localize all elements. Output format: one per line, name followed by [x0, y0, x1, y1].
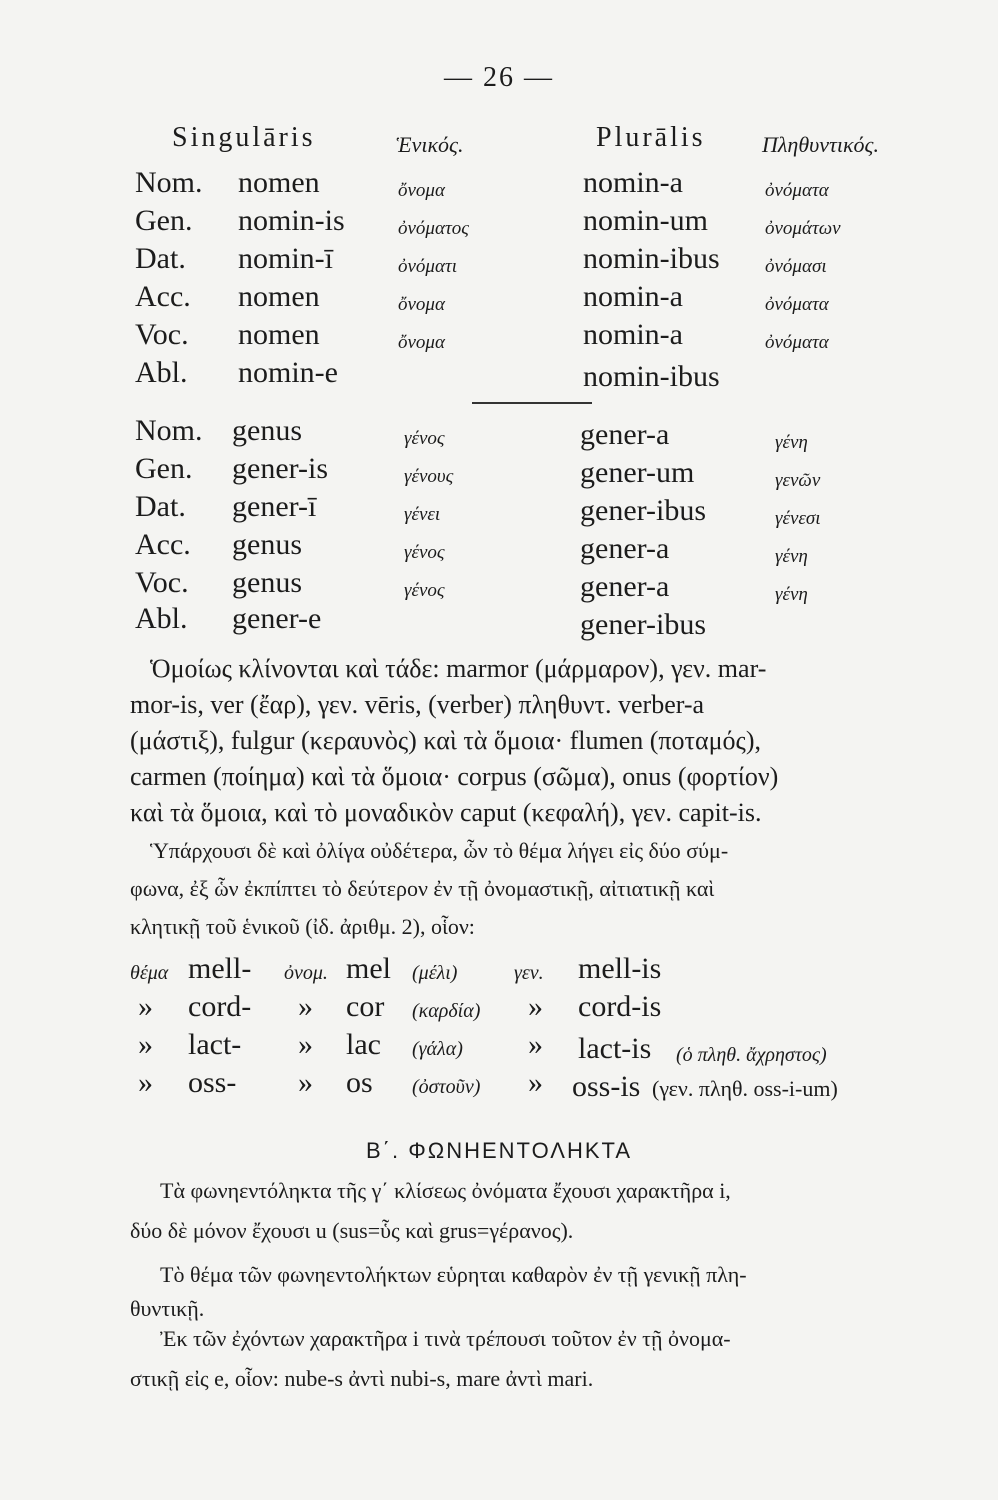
paragraph-line: Ὑπάρχουσι δὲ καὶ ὀλίγα οὐδέτερα, ὧν τὸ θέμα λήγει εἰς δύο σύμ-: [150, 838, 729, 863]
example-nominative: cor: [346, 990, 385, 1023]
plural-greek: ὀνόματα: [765, 332, 829, 353]
example-cell: »: [298, 1066, 313, 1099]
header-enikos: Ἑνικός.: [396, 132, 464, 157]
case-label: Dat.: [135, 490, 186, 523]
example-stem: lact-: [188, 1028, 242, 1061]
paragraph-line: mor-is, ver (ἔαρ), γεν. vēris, (verber) πληθυντ. verber-a: [130, 690, 705, 719]
example-nominative: os: [346, 1066, 373, 1099]
example-cell: »: [298, 1028, 313, 1061]
table-divider: [472, 402, 592, 404]
case-label: Gen.: [135, 452, 193, 485]
example-nominative: mel: [346, 952, 391, 985]
plural-latin: gener-a: [580, 532, 670, 565]
singular-greek: γένος: [404, 580, 445, 601]
example-nominative: lac: [346, 1028, 381, 1061]
plural-greek: γένεσι: [775, 508, 821, 529]
case-label: Abl.: [135, 356, 188, 389]
case-label: Acc.: [135, 280, 191, 313]
example-cell: θέμα: [130, 962, 169, 984]
example-genitive: cord-is: [578, 990, 662, 1023]
singular-latin: genus: [232, 528, 302, 561]
header-singularis: Singulāris: [172, 122, 316, 153]
example-cell: γεν.: [514, 962, 544, 984]
paragraph-line: carmen (ποίημα) καὶ τὰ ὅμοια· corpus (σῶμα), onus (φορτίον): [130, 762, 779, 791]
example-genitive: mell-is: [578, 952, 662, 985]
example-cell: »: [528, 990, 543, 1023]
singular-latin: nomen: [238, 166, 320, 199]
example-cell: »: [138, 1066, 153, 1099]
example-note: (γεν. πληθ. oss-i-um): [652, 1076, 838, 1101]
case-label: Abl.: [135, 602, 188, 635]
example-greek: (ὀστοῦν): [412, 1076, 481, 1098]
plural-latin: gener-ibus: [580, 608, 707, 641]
plural-greek: ὀνόματα: [765, 294, 829, 315]
singular-latin: genus: [232, 566, 302, 599]
example-greek: (μέλι): [412, 962, 458, 984]
example-cell: »: [298, 990, 313, 1023]
paragraph-line: κλητικῇ τοῦ ἑνικοῦ (ἰδ. ἀριθμ. 2), οἷον:: [130, 914, 475, 939]
singular-greek: ὄνομα: [398, 332, 445, 353]
header-pluralis: Plurālis: [596, 122, 706, 153]
paragraph-line: στικῇ εἰς e, οἷον: nube-s ἀντὶ nubi-s, mare ἀντὶ mari.: [130, 1366, 594, 1391]
plural-latin: nomin-ibus: [583, 242, 720, 275]
singular-latin: gener-e: [232, 602, 322, 635]
example-cell: »: [528, 1066, 543, 1099]
plural-latin: nomin-a: [583, 318, 683, 351]
example-cell: ὀνομ.: [284, 962, 328, 984]
example-cell: »: [138, 990, 153, 1023]
plural-latin: nomin-a: [583, 280, 683, 313]
singular-latin: nomen: [238, 280, 320, 313]
singular-greek: γένος: [404, 542, 445, 563]
singular-greek: γένει: [404, 504, 441, 525]
paragraph-line: δύο δὲ μόνον ἔχουσι u (sus=ὗς καὶ grus=γέρανος).: [130, 1218, 574, 1243]
plural-greek: ὀνόματα: [765, 180, 829, 201]
singular-greek: ὄνομα: [398, 180, 445, 201]
section-heading: Β΄. ΦΩΝΗΕΝΤΟΛΗΚΤΑ: [365, 1138, 633, 1163]
example-stem: oss-: [188, 1066, 237, 1099]
singular-greek: ὀνόματι: [398, 256, 458, 277]
singular-latin: gener-is: [232, 452, 329, 485]
case-label: Nom.: [135, 414, 203, 447]
singular-greek: γένους: [404, 466, 454, 487]
paragraph-line: Ὁμοίως κλίνονται καὶ τάδε: marmor (μάρμαρον), γεν. mar-: [150, 654, 767, 683]
plural-greek: γένη: [775, 584, 808, 605]
plural-greek: ὀνόμασι: [765, 256, 827, 277]
plural-greek: γένη: [775, 432, 808, 453]
paragraph-line: θυντικῇ.: [130, 1296, 205, 1321]
example-greek: (γάλα): [412, 1038, 463, 1060]
singular-latin: nomen: [238, 318, 320, 351]
plural-latin: nomin-um: [583, 204, 708, 237]
plural-latin: gener-um: [580, 456, 695, 489]
singular-latin: nomin-is: [238, 204, 345, 237]
page-number: — 26 —: [444, 62, 554, 93]
plural-greek: γένη: [775, 546, 808, 567]
paragraph-line: φωνα, ἐξ ὧν ἐκπίπτει τὸ δεύτερον ἐν τῇ ὀνομαστικῇ, αἰτιατικῇ καὶ: [130, 876, 715, 901]
example-genitive: oss-is: [572, 1070, 641, 1103]
case-label: Voc.: [135, 318, 189, 351]
paragraph-line: Τὸ θέμα τῶν φωνηεντολήκτων εὑρηται καθαρὸν ἐν τῇ γενικῇ πλη-: [160, 1262, 747, 1287]
paragraph-line: Ἐκ τῶν ἐχόντων χαρακτῆρα i τινὰ τρέπουσι τοῦτον ἐν τῇ ὀνομα-: [160, 1326, 731, 1351]
singular-latin: nomin-ī: [238, 242, 333, 275]
plural-latin: gener-ibus: [580, 494, 707, 527]
singular-latin: nomin-e: [238, 356, 338, 389]
singular-greek: γένος: [404, 428, 445, 449]
example-stem: cord-: [188, 990, 252, 1023]
case-label: Dat.: [135, 242, 186, 275]
paragraph-line: (μάστιξ), fulgur (κεραυνὸς) καὶ τὰ ὅμοια· flumen (ποταμός),: [130, 726, 761, 755]
example-cell: »: [138, 1028, 153, 1061]
example-genitive: lact-is: [578, 1032, 652, 1065]
singular-greek: ὀνόματος: [398, 218, 469, 239]
singular-greek: ὄνομα: [398, 294, 445, 315]
paragraph-line: Τὰ φωνηεντόληκτα τῆς γ΄ κλίσεως ὀνόματα ἔχουσι χαρακτῆρα i,: [160, 1178, 731, 1203]
case-label: Gen.: [135, 204, 193, 237]
plural-latin: nomin-a: [583, 166, 683, 199]
header-plithyntikos: Πληθυντικός.: [762, 132, 879, 157]
singular-latin: gener-ī: [232, 490, 317, 523]
plural-latin: gener-a: [580, 418, 670, 451]
case-label: Voc.: [135, 566, 189, 599]
plural-greek: ὀνομάτων: [765, 218, 841, 239]
singular-latin: genus: [232, 414, 302, 447]
example-note: (ὁ πληθ. ἄχρηστος): [676, 1044, 827, 1066]
example-stem: mell-: [188, 952, 252, 985]
case-label: Acc.: [135, 528, 191, 561]
example-greek: (καρδία): [412, 1000, 481, 1022]
plural-latin: gener-a: [580, 570, 670, 603]
case-label: Nom.: [135, 166, 203, 199]
example-cell: »: [528, 1028, 543, 1061]
plural-latin: nomin-ibus: [583, 360, 720, 393]
plural-greek: γενῶν: [775, 470, 821, 491]
paragraph-line: καὶ τὰ ὅμοια, καὶ τὸ μοναδικὸν caput (κεφαλή), γεν. capit-is.: [130, 798, 762, 827]
